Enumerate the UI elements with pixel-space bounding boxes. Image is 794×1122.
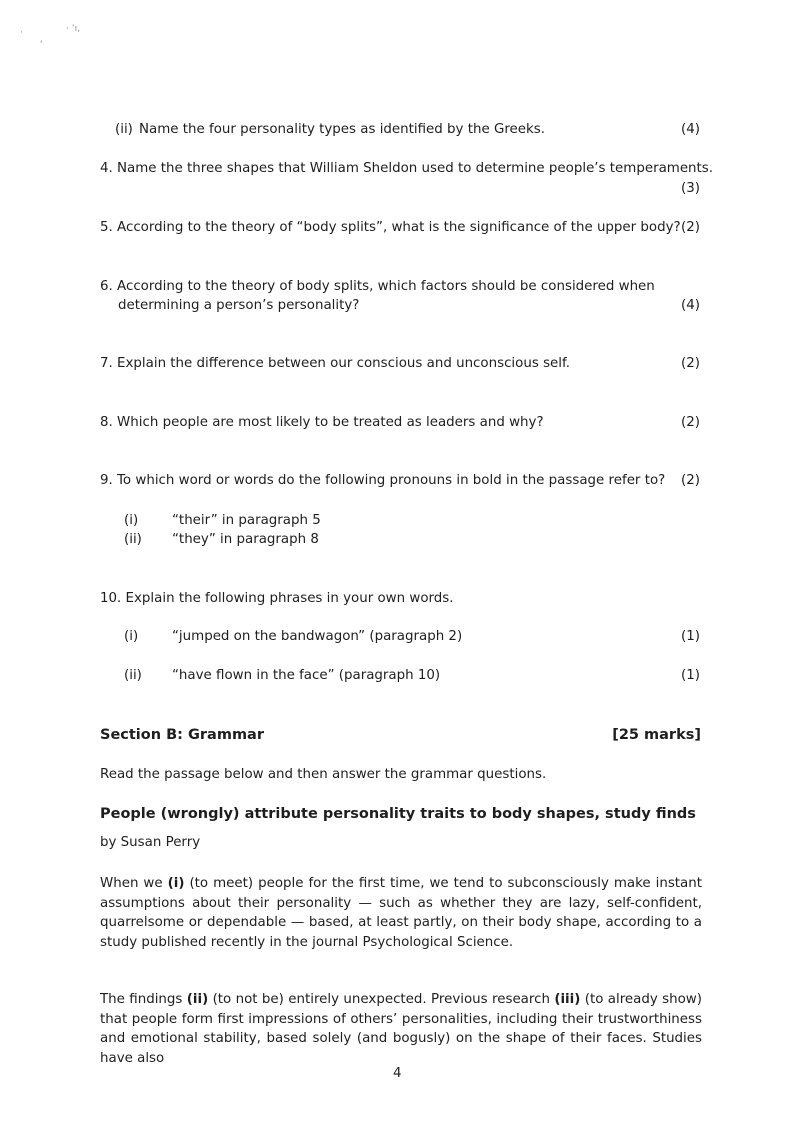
section-b-title: Section B: Grammar — [100, 727, 264, 743]
scan-speck: · ’ı, — [66, 24, 80, 34]
blank-marker: (iii) — [554, 992, 581, 1007]
article-paragraph-2: The findings (ii) (to not be) entirely unexpected. Previous research (iii) (to already show) that people form first impressions of others’ personalities, including their trustworthiness and emotional stability, based solely (and bogusly) on the shape of their faces. Studies have also — [100, 992, 702, 1066]
scan-speck: · — [20, 28, 23, 38]
q9-item-label: (ii) — [124, 532, 142, 547]
q9-item-label: (i) — [124, 513, 139, 528]
section-b-marks: [25 marks] — [612, 727, 701, 743]
question-5-marks: (2) — [681, 220, 700, 235]
page-number: 4 — [393, 1066, 402, 1081]
q10-item-text: “have flown in the face” (paragraph 10) — [172, 668, 441, 683]
question-6-line1: 6. According to the theory of body splits, which factors should be considered when — [100, 279, 655, 294]
article-paragraph-1: When we (i) (to meet) people for the first time, we tend to subconsciously make instant assumptions about their personality — such as whether they are lazy, self-confident, quarrelsome or dependable — based, at least partly, on their body shape, according to a study published recently in the journal Psychological Science. — [100, 876, 703, 950]
question-6-marks: (4) — [681, 298, 700, 313]
article-title: People (wrongly) attribute personality traits to body shapes, study finds — [100, 806, 696, 822]
question-4-marks: (3) — [681, 181, 700, 196]
question-7-marks: (2) — [681, 356, 700, 371]
question-9: 9. To which word or words do the following pronouns in bold in the passage refer to? — [100, 473, 666, 488]
q10-item-marks: (1) — [681, 668, 700, 683]
q9-item-text: “their” in paragraph 5 — [172, 513, 321, 528]
q9-item-text: “they” in paragraph 8 — [172, 532, 319, 547]
q3ii-label: (ii) — [115, 122, 133, 137]
q10-item-label: (ii) — [124, 668, 142, 683]
blank-marker: (i) — [167, 876, 185, 891]
q10-item-marks: (1) — [681, 629, 700, 644]
q10-item-text: “jumped on the bandwagon” (paragraph 2) — [172, 629, 463, 644]
q3ii-text: Name the four personality types as identified by the Greeks. — [139, 122, 546, 137]
question-8: 8. Which people are most likely to be treated as leaders and why? — [100, 415, 544, 430]
article-byline: by Susan Perry — [100, 835, 201, 850]
question-4: 4. Name the three shapes that William Sheldon used to determine people’s temperaments. — [100, 161, 714, 176]
scan-speck: ‘ — [40, 40, 43, 50]
question-6-line2: determining a person’s personality? — [118, 298, 360, 313]
question-10: 10. Explain the following phrases in your own words. — [100, 591, 454, 606]
q10-item-label: (i) — [124, 629, 139, 644]
question-5: 5. According to the theory of “body splits”, what is the significance of the upper body? — [100, 220, 681, 235]
section-b-instruction: Read the passage below and then answer the grammar questions. — [100, 767, 547, 782]
question-7: 7. Explain the difference between our conscious and unconscious self. — [100, 356, 570, 371]
q3ii-marks: (4) — [681, 122, 700, 137]
question-8-marks: (2) — [681, 415, 700, 430]
blank-marker: (ii) — [186, 992, 209, 1007]
question-9-marks: (2) — [681, 473, 700, 488]
